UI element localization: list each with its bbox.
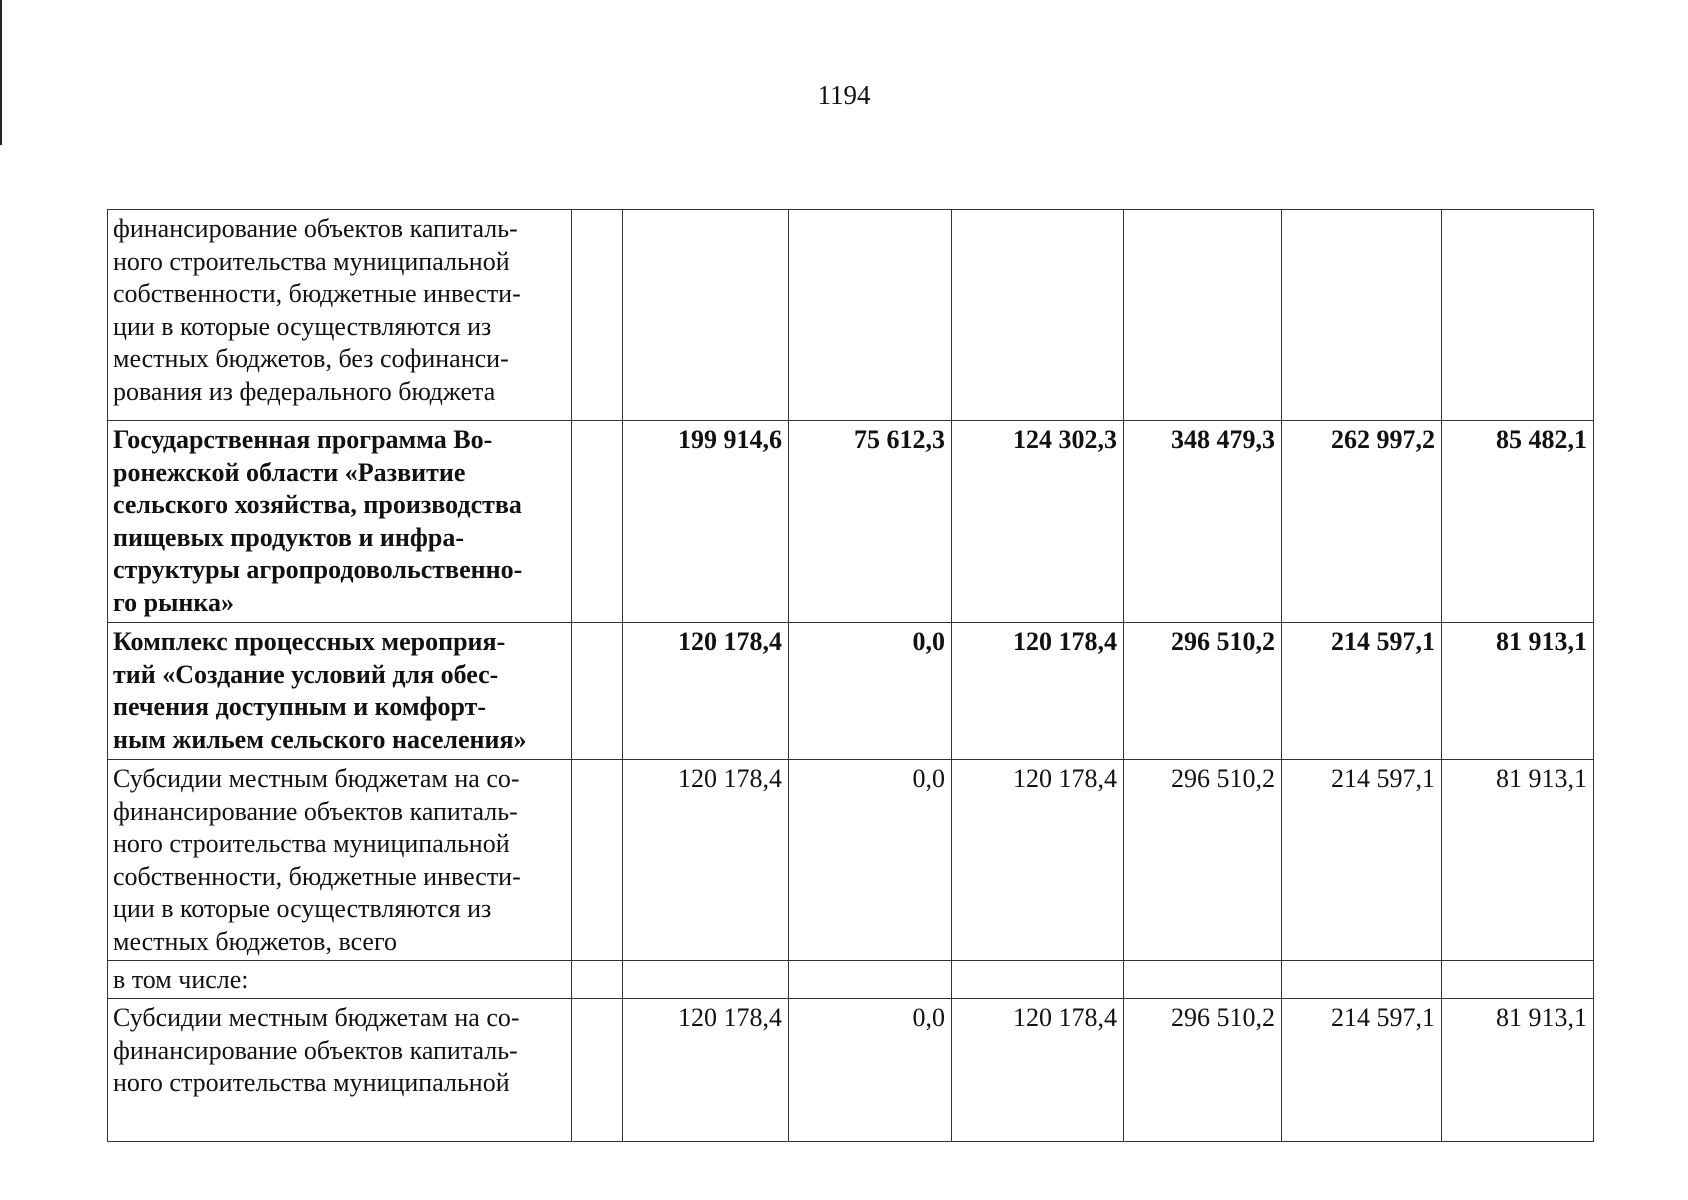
value-cell-2 bbox=[789, 961, 952, 999]
row-code-cell bbox=[572, 421, 623, 623]
page-number: 1194 bbox=[817, 80, 871, 110]
value-cell-3: 120 178,4 bbox=[952, 999, 1124, 1142]
budget-table bbox=[107, 209, 1594, 1142]
value-cell-6: 81 913,1 bbox=[1442, 623, 1594, 760]
value-cell-5: 214 597,1 bbox=[1282, 623, 1442, 760]
value-cell-1 bbox=[623, 210, 789, 421]
value-cell-1: 199 914,6 bbox=[623, 421, 789, 623]
row-label: в том числе: bbox=[108, 961, 572, 999]
row-label: Комплекс процессных мероприя- тий «Создание условий для обес- печения доступным и комфорт- ным жильем сельского населения» bbox=[108, 623, 572, 760]
value-cell-5: 214 597,1 bbox=[1282, 760, 1442, 961]
value-cell-2: 75 612,3 bbox=[789, 421, 952, 623]
value-cell-4: 296 510,2 bbox=[1124, 623, 1282, 760]
value-cell-1: 120 178,4 bbox=[623, 623, 789, 760]
table-row bbox=[108, 421, 1594, 623]
value-cell-4 bbox=[1124, 961, 1282, 999]
row-label: Субсидии местным бюджетам на со- финансирование объектов капиталь- ного строительства муниципальной собственности, бюджетные инвести- ции в которые осуществляются из местных бюджетов, всего bbox=[108, 760, 572, 961]
value-cell-5 bbox=[1282, 961, 1442, 999]
value-cell-4 bbox=[1124, 210, 1282, 421]
row-code-cell bbox=[572, 210, 623, 421]
value-cell-3 bbox=[952, 961, 1124, 999]
value-cell-4: 296 510,2 bbox=[1124, 760, 1282, 961]
value-cell-6: 81 913,1 bbox=[1442, 999, 1594, 1142]
value-cell-5 bbox=[1282, 210, 1442, 421]
value-cell-6 bbox=[1442, 961, 1594, 999]
value-cell-6 bbox=[1442, 210, 1594, 421]
row-code-cell bbox=[572, 961, 623, 999]
value-cell-4: 348 479,3 bbox=[1124, 421, 1282, 623]
value-cell-1: 120 178,4 bbox=[623, 999, 789, 1142]
row-label: Государственная программа Во- ронежской области «Развитие сельского хозяйства, производства пищевых продуктов и инфра- структуры агропродовольственно- го рынка» bbox=[108, 421, 572, 623]
value-cell-2 bbox=[789, 210, 952, 421]
value-cell-2: 0,0 bbox=[789, 999, 952, 1142]
row-label: Субсидии местным бюджетам на со- финансирование объектов капиталь- ного строительства муниципальной bbox=[108, 999, 572, 1142]
value-cell-3: 120 178,4 bbox=[952, 623, 1124, 760]
row-code-cell bbox=[572, 999, 623, 1142]
value-cell-3: 124 302,3 bbox=[952, 421, 1124, 623]
row-label: финансирование объектов капиталь- ного строительства муниципальной собственности, бюджетные инвести- ции в которые осуществляются из местных бюджетов, без софинанси- рования из федерального бюджета bbox=[108, 210, 572, 421]
scan-margin-line bbox=[0, 0, 2, 145]
value-cell-2: 0,0 bbox=[789, 760, 952, 961]
value-cell-5: 214 597,1 bbox=[1282, 999, 1442, 1142]
table-row bbox=[108, 999, 1594, 1142]
value-cell-6: 85 482,1 bbox=[1442, 421, 1594, 623]
table-row bbox=[108, 760, 1594, 961]
value-cell-2: 0,0 bbox=[789, 623, 952, 760]
row-code-cell bbox=[572, 760, 623, 961]
value-cell-5: 262 997,2 bbox=[1282, 421, 1442, 623]
value-cell-3: 120 178,4 bbox=[952, 760, 1124, 961]
value-cell-1 bbox=[623, 961, 789, 999]
value-cell-1: 120 178,4 bbox=[623, 760, 789, 961]
table-row bbox=[108, 623, 1594, 760]
row-code-cell bbox=[572, 623, 623, 760]
table-row bbox=[108, 961, 1594, 999]
value-cell-4: 296 510,2 bbox=[1124, 999, 1282, 1142]
value-cell-3 bbox=[952, 210, 1124, 421]
value-cell-6: 81 913,1 bbox=[1442, 760, 1594, 961]
table-row bbox=[108, 210, 1594, 421]
